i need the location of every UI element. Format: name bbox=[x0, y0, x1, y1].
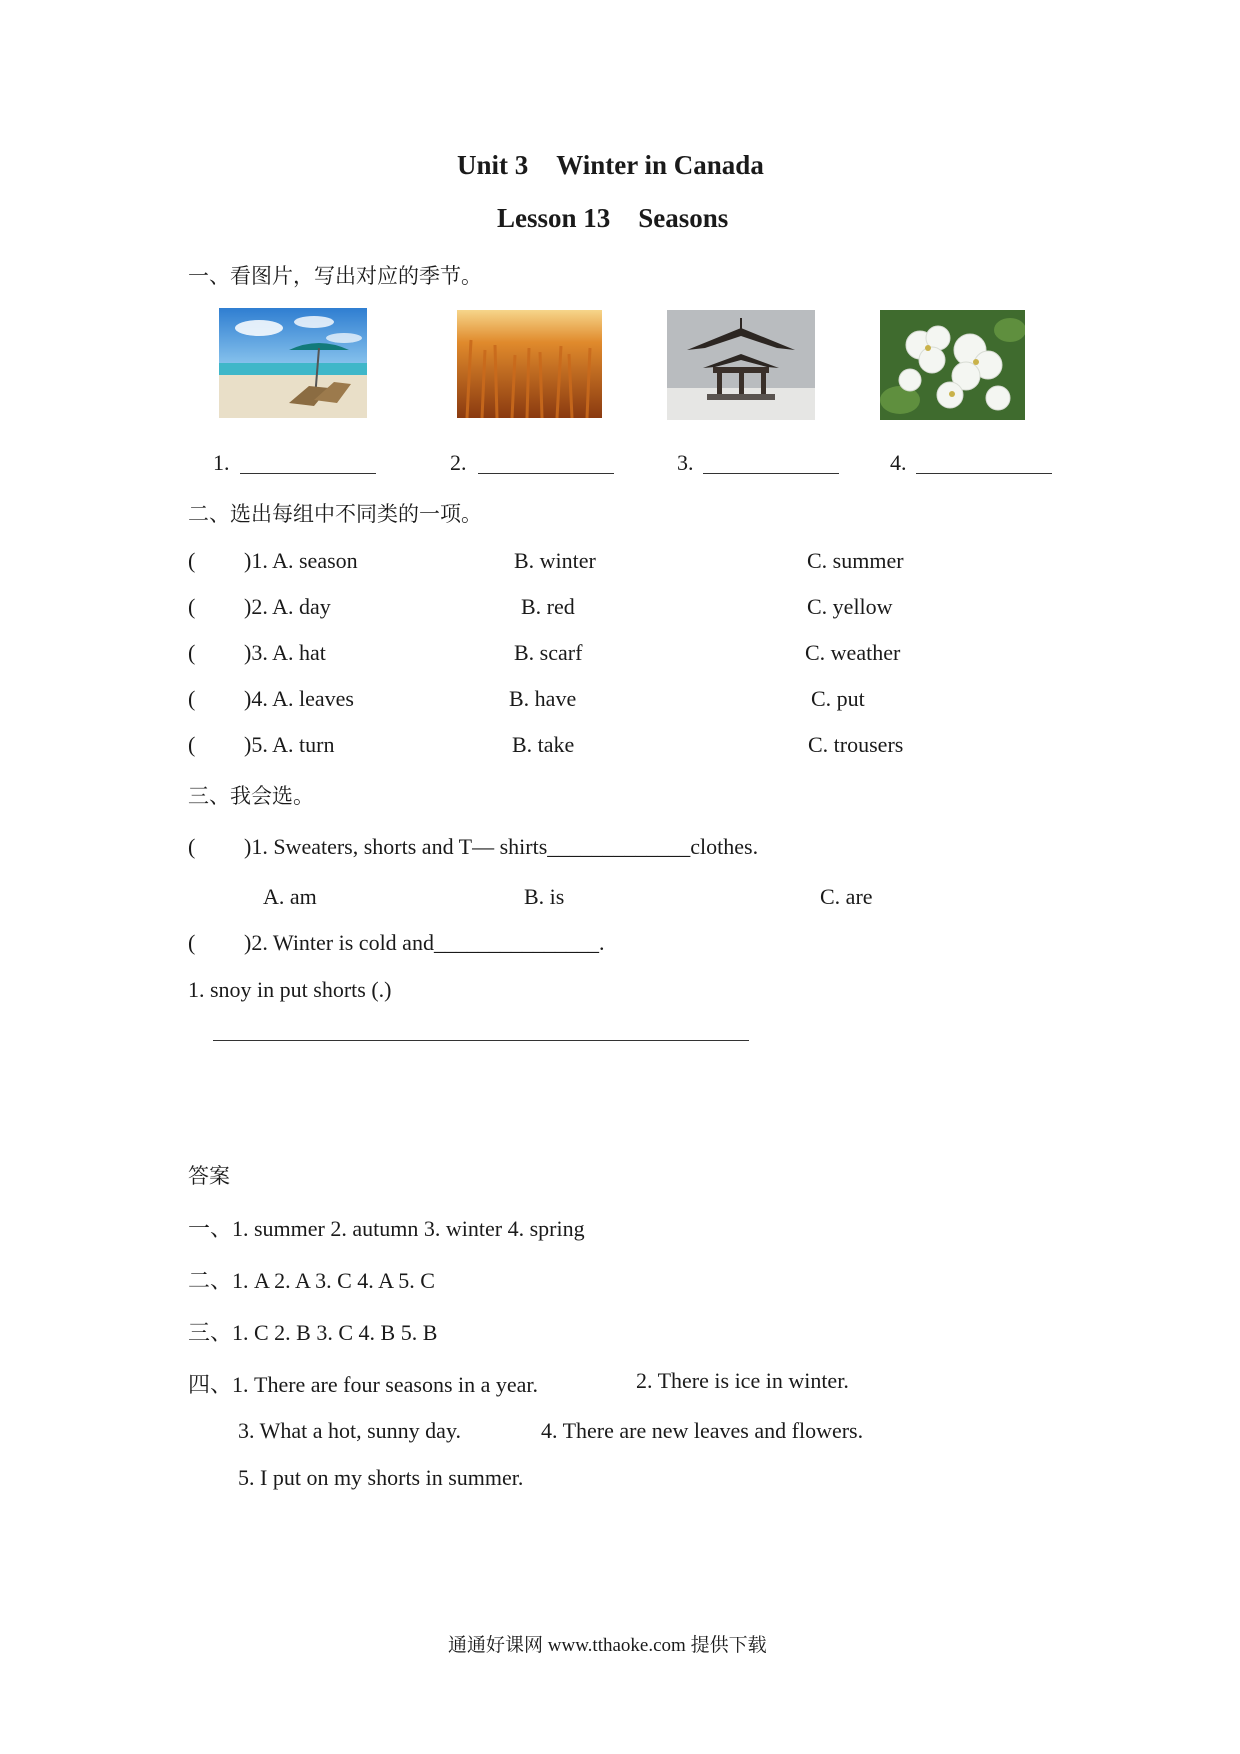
lesson-number: Lesson 13 bbox=[497, 203, 611, 233]
answer-line-2: 二、1. A 2. A 3. C 4. A 5. C bbox=[188, 1268, 435, 1293]
s2-q3-paren[interactable]: ( bbox=[188, 640, 196, 665]
answer-line-6: 5. I put on my shorts in summer. bbox=[238, 1465, 524, 1490]
section2-heading: 二、选出每组中不同类的一项。 bbox=[188, 502, 482, 526]
blank-4-line bbox=[916, 473, 1052, 474]
blank-2[interactable] bbox=[450, 450, 467, 476]
s3-q1-option-b: B. is bbox=[524, 884, 565, 909]
blank-1-label: 1. bbox=[213, 450, 230, 475]
s2-q2-option-b: B. red bbox=[521, 594, 575, 619]
s3-q2-text: )2. Winter is cold and_______________. bbox=[244, 930, 605, 955]
s2-q3-option-a: )3. A. hat bbox=[244, 640, 326, 665]
s2-q1-option-c: C. summer bbox=[807, 548, 904, 573]
footer-credit: 通通好课网 www.tthaoke.com 提供下载 bbox=[448, 1635, 767, 1656]
answer-line-5b: 4. There are new leaves and flowers. bbox=[541, 1418, 864, 1443]
section1-heading: 一、看图片，写出对应的季节。 bbox=[188, 264, 482, 288]
s2-q5-option-a: )5. A. turn bbox=[244, 732, 335, 757]
beach-picture bbox=[219, 308, 367, 418]
blank-1-line bbox=[240, 473, 376, 474]
blank-3[interactable] bbox=[677, 450, 694, 476]
s2-q1-paren[interactable]: ( bbox=[188, 548, 196, 573]
answer-line-4b: 2. There is ice in winter. bbox=[636, 1368, 849, 1393]
answer-line-4a: 四、1. There are four seasons in a year. bbox=[188, 1372, 539, 1397]
s2-q2-option-a: )2. A. day bbox=[244, 594, 331, 619]
s2-q1-option-b: B. winter bbox=[514, 548, 596, 573]
s2-q3-option-b: B. scarf bbox=[514, 640, 583, 665]
s2-q1-option-a: )1. A. season bbox=[244, 548, 358, 573]
answers-heading: 答案 bbox=[188, 1164, 230, 1188]
blank-4[interactable] bbox=[890, 450, 907, 476]
blank-2-line bbox=[478, 473, 614, 474]
blank-1[interactable] bbox=[213, 450, 230, 476]
white-blossom-picture bbox=[880, 310, 1025, 420]
blank-3-line bbox=[703, 473, 839, 474]
arrange-answer-line[interactable] bbox=[213, 1040, 749, 1041]
lesson-title bbox=[497, 203, 728, 234]
s2-q5-paren[interactable]: ( bbox=[188, 732, 196, 757]
s2-q2-option-c: C. yellow bbox=[807, 594, 893, 619]
s3-q2-paren[interactable]: ( bbox=[188, 930, 196, 955]
wheat-field-picture bbox=[457, 310, 602, 418]
unit-number: Unit 3 bbox=[457, 150, 529, 180]
answer-line-3: 三、1. C 2. B 3. C 4. B 5. B bbox=[188, 1320, 438, 1345]
section3-heading: 三、我会选。 bbox=[188, 784, 314, 808]
s2-q4-option-b: B. have bbox=[509, 686, 577, 711]
s2-q2-paren[interactable]: ( bbox=[188, 594, 196, 619]
snowy-pavilion-picture bbox=[667, 310, 815, 420]
unit-title bbox=[457, 150, 764, 181]
arrange-words: 1. snoy in put shorts (.) bbox=[188, 977, 392, 1002]
s2-q5-option-b: B. take bbox=[512, 732, 575, 757]
s2-q3-option-c: C. weather bbox=[805, 640, 901, 665]
s3-q1-option-c: C. are bbox=[820, 884, 873, 909]
unit-name: Winter in Canada bbox=[556, 150, 764, 180]
answer-line-1: 一、1. summer 2. autumn 3. winter 4. spring bbox=[188, 1216, 585, 1241]
s3-q1-option-a: A. am bbox=[263, 884, 317, 909]
blank-2-label: 2. bbox=[450, 450, 467, 475]
s2-q4-option-a: )4. A. leaves bbox=[244, 686, 354, 711]
s2-q4-paren[interactable]: ( bbox=[188, 686, 196, 711]
lesson-name: Seasons bbox=[638, 203, 729, 233]
s3-q1-text: )1. Sweaters, shorts and T— shirts_____________clothes. bbox=[244, 834, 759, 859]
s3-q1-paren[interactable]: ( bbox=[188, 834, 196, 859]
s2-q4-option-c: C. put bbox=[811, 686, 865, 711]
s2-q5-option-c: C. trousers bbox=[808, 732, 904, 757]
blank-3-label: 3. bbox=[677, 450, 694, 475]
answer-line-5a: 3. What a hot, sunny day. bbox=[238, 1418, 462, 1443]
blank-4-label: 4. bbox=[890, 450, 907, 475]
